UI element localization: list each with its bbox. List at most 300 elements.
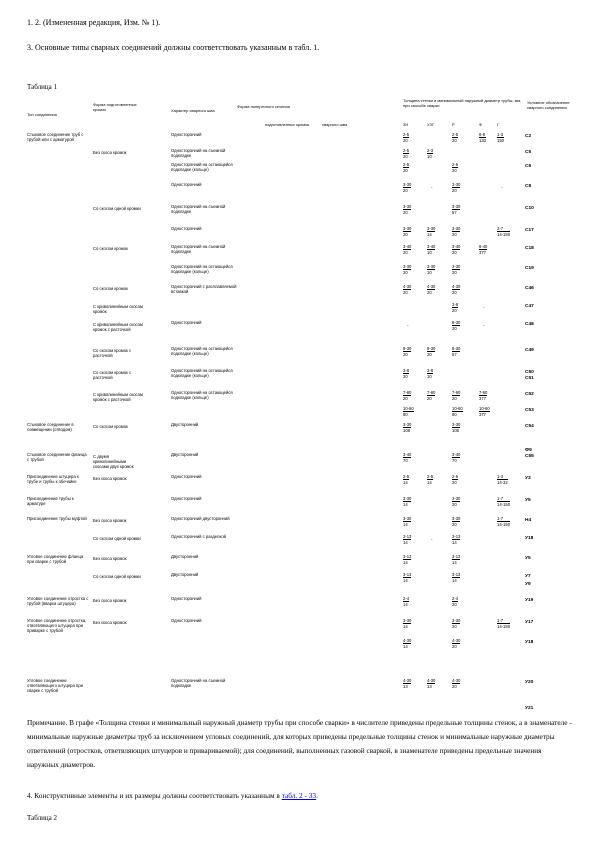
- thickness-fraction: [403, 204, 411, 215]
- row-designation: С50: [525, 370, 534, 375]
- row-edge-form: Без скоса кромок: [93, 620, 127, 625]
- wall-thickness: 3-13: [403, 554, 412, 559]
- min-diameter: 20: [452, 308, 457, 313]
- row-designation: У9: [525, 582, 531, 587]
- row-edge-form: Без скоса кромок: [93, 150, 127, 155]
- row-designation: У19: [525, 598, 534, 603]
- min-diameter: 20: [452, 250, 457, 255]
- table-note: Примечание. В графе «Толщина стенки и минимальный наружный диаметр трубы при способе сварки» в числителе приведены предельные толщины стенок, а в знаменателе - минимальные наружные диаметры труб за исключением угловых соединений, для которых приведены предельные толщины стенок и минимальные наружные диаметры ответвлений (отростков, ответвляющих штуцеров и привариваемой); для соединений, выполненных газовой сваркой, в знаменателе приведены предельные значения наружных диаметров.: [27, 718, 572, 769]
- row-designation: С10: [525, 206, 534, 211]
- min-diameter: 20: [403, 374, 408, 379]
- thickness-fraction: [479, 406, 490, 417]
- thickness-fraction: [403, 534, 411, 545]
- thickness-fraction: [403, 496, 411, 507]
- min-diameter: 14: [452, 578, 457, 583]
- wall-thickness: 8-30: [452, 346, 461, 351]
- wall-thickness: 3-30: [427, 264, 436, 269]
- row-edge-form: С криволинейным скосом кромок с расточкой: [93, 392, 143, 402]
- empty-value-dash: -: [407, 323, 409, 328]
- row-designation: С48: [525, 322, 534, 327]
- wall-thickness: 2-5: [427, 474, 434, 479]
- row-weld-type: Односторонний: [171, 132, 202, 137]
- wall-thickness: 4-30: [452, 638, 461, 643]
- thickness-fraction: [452, 132, 458, 143]
- row-weld-type: Двусторонний: [171, 572, 199, 577]
- wall-thickness: 7-60: [427, 390, 436, 395]
- min-diameter: 14: [403, 540, 408, 545]
- row-edge-form: Без скоса кромок: [93, 476, 127, 481]
- wall-thickness: 3-8: [452, 302, 459, 307]
- min-diameter: 20: [452, 232, 457, 237]
- paragraph-4-text: 4. Конструктивные элементы и их размеры должны соответствовать указанным в: [27, 791, 282, 800]
- min-diameter: 14-150: [497, 502, 511, 507]
- row-designation: Ф9: [525, 448, 532, 453]
- min-diameter: 20: [452, 480, 457, 485]
- row-designation: У5: [525, 498, 531, 503]
- thickness-fraction: [403, 638, 411, 649]
- thickness-fraction: [427, 284, 435, 295]
- wall-thickness: 1-7: [497, 516, 510, 522]
- min-diameter: 377: [479, 412, 486, 417]
- row-connection-type: Стыковое соединение фланца с трубой: [27, 452, 87, 462]
- thickness-fraction: [403, 182, 411, 193]
- thickness-fraction: [452, 264, 460, 275]
- row-edge-form: Со скосом кромок с расточкой: [93, 348, 132, 358]
- min-diameter: 20: [403, 168, 408, 173]
- row-weld-type: Односторонний на съемной подкладке: [171, 244, 226, 254]
- paragraph-4-suffix: .: [316, 791, 318, 800]
- thickness-fraction: [452, 204, 460, 215]
- wall-thickness: 3-30: [403, 226, 412, 231]
- min-diameter: 20: [403, 250, 408, 255]
- row-edge-form: С двумя криволинейными скосами двух кромок: [93, 454, 134, 469]
- empty-value-dash: -: [501, 185, 503, 190]
- row-designation: С6: [525, 164, 532, 169]
- row-designation: С51: [525, 376, 534, 381]
- empty-value-dash: -: [483, 323, 485, 328]
- thickness-fraction: [403, 132, 409, 143]
- min-diameter: 70: [452, 458, 457, 463]
- thickness-fraction: [479, 244, 487, 255]
- row-weld-type: Односторонний на остающейся подкладке (кольце): [171, 264, 233, 274]
- row-weld-type: Односторонний: [171, 596, 202, 601]
- wall-thickness: 3-13: [403, 572, 412, 577]
- header-weld-type: Характер сварного шва: [171, 108, 215, 113]
- min-diameter: 20: [403, 270, 408, 275]
- thickness-fraction: [452, 534, 460, 545]
- min-diameter: 14: [403, 644, 408, 649]
- wall-thickness: 8-30: [452, 320, 461, 325]
- thickness-fraction: [452, 678, 460, 689]
- min-diameter: 377: [479, 250, 486, 255]
- row-edge-form: Без скоса кромок: [93, 518, 127, 523]
- wall-thickness: 3-13: [403, 534, 412, 539]
- min-diameter: 70: [403, 458, 408, 463]
- wall-thickness: 3-13: [452, 534, 461, 539]
- min-diameter: 14: [403, 624, 408, 629]
- wall-thickness: 4-30: [452, 678, 461, 683]
- thickness-fraction: [403, 162, 409, 173]
- min-diameter: 57: [452, 210, 457, 215]
- wall-thickness: 3-30: [403, 422, 412, 427]
- row-designation: С19: [525, 266, 534, 271]
- row-connection-type: Присоединение трубы муфтой: [27, 516, 87, 521]
- wall-thickness: 8-30: [427, 346, 436, 351]
- wall-thickness: 3-40: [452, 452, 461, 457]
- row-designation: У5: [525, 556, 531, 561]
- row-designation: У17: [525, 620, 534, 625]
- min-diameter: 14-150: [497, 522, 511, 527]
- min-diameter: 20: [452, 602, 457, 607]
- row-edge-form: Со скосом кромок: [93, 246, 128, 251]
- row-connection-type: Угловое соединение фланца при сварке с трубой: [27, 554, 84, 564]
- wall-thickness: 2-4: [452, 596, 459, 601]
- row-designation: С47: [525, 304, 534, 309]
- thickness-fraction: [403, 474, 409, 485]
- row-weld-type: Односторонний на съемной подкладке: [171, 678, 226, 688]
- wall-thickness: 6-8: [479, 132, 486, 137]
- row-connection-type: Стыковое соединение в совмещении (отводом): [27, 422, 74, 432]
- thickness-fraction: [452, 572, 460, 583]
- wall-thickness: 8-30: [403, 346, 412, 351]
- wall-thickness: 7-60: [479, 390, 488, 395]
- min-diameter: 150: [497, 138, 504, 143]
- min-diameter: 20: [452, 502, 457, 507]
- row-designation: С49: [525, 348, 534, 353]
- thickness-fraction: [403, 390, 411, 401]
- wall-thickness: 1-7: [497, 618, 510, 624]
- min-diameter: 10: [427, 250, 432, 255]
- wall-thickness: 7-60: [403, 390, 412, 395]
- min-diameter: 14: [403, 602, 408, 607]
- wall-thickness: 3-30: [403, 618, 412, 623]
- wall-thickness: 3-30: [403, 182, 412, 187]
- wall-thickness: 3-30: [452, 182, 461, 187]
- row-designation: С5: [525, 150, 532, 155]
- paragraph-4: [27, 791, 318, 800]
- min-diameter: 133: [479, 138, 486, 143]
- wall-thickness: 4-30: [403, 638, 412, 643]
- row-designation: У7: [525, 574, 531, 579]
- row-edge-form: Со скосом одной кромки: [93, 574, 141, 579]
- thickness-fraction: [427, 390, 435, 401]
- wall-thickness: 3-30: [452, 496, 461, 501]
- row-designation: С53: [525, 408, 534, 413]
- thickness-fraction: [479, 132, 486, 143]
- wall-thickness: 3-30: [452, 618, 461, 623]
- wall-thickness: 10-60: [452, 406, 463, 411]
- min-diameter: 57: [452, 352, 457, 357]
- row-weld-type: Двусторонний: [171, 554, 199, 559]
- min-diameter: 10: [427, 270, 432, 275]
- wall-thickness: 3-30: [427, 226, 436, 231]
- min-diameter: 14: [403, 480, 408, 485]
- thickness-fraction: [403, 554, 411, 565]
- thickness-fraction: [497, 618, 510, 629]
- min-diameter: 20: [427, 352, 432, 357]
- header-method-uzg: УЗГ: [427, 122, 435, 127]
- wall-thickness: 10-60: [479, 406, 490, 411]
- row-designation: С52: [525, 392, 534, 397]
- wall-thickness: 4-30: [403, 284, 412, 289]
- min-diameter: 20: [452, 522, 457, 527]
- wall-thickness: 2-5: [403, 474, 410, 479]
- thickness-fraction: [427, 474, 433, 485]
- thickness-fraction: [427, 678, 435, 689]
- thickness-fraction: [479, 390, 487, 401]
- wall-thickness: 2-5: [403, 148, 410, 153]
- empty-value-dash: -: [431, 537, 433, 542]
- thickness-fraction: [427, 368, 433, 379]
- thickness-fraction: [403, 516, 411, 527]
- wall-thickness: 3-8: [427, 368, 434, 373]
- min-diameter: 80: [452, 412, 457, 417]
- min-diameter: 20: [452, 290, 457, 295]
- header-section-form: Форма поперечного сечения: [237, 104, 290, 109]
- header-method-zn: ЗН: [403, 122, 409, 127]
- table-1-caption: Таблица 1: [27, 83, 57, 91]
- wall-thickness: 3-40: [403, 244, 412, 249]
- wall-thickness: 3-30: [403, 264, 412, 269]
- row-designation: У20: [525, 680, 534, 685]
- thickness-fraction: [403, 226, 411, 237]
- min-diameter: 14: [427, 232, 432, 237]
- wall-thickness: 3-8: [403, 368, 410, 373]
- row-designation: С54: [525, 424, 534, 429]
- thickness-fraction: [452, 596, 458, 607]
- wall-thickness: 2-4: [403, 596, 410, 601]
- wall-thickness: 3-40: [452, 244, 461, 249]
- wall-thickness: 3-30: [452, 422, 461, 427]
- thickness-fraction: [403, 596, 409, 607]
- min-diameter: 20: [452, 188, 457, 193]
- row-edge-form: Со скосом одной кромки: [93, 536, 141, 541]
- thickness-fraction: [452, 320, 460, 331]
- min-diameter: 20: [403, 188, 408, 193]
- row-weld-type: Односторонний: [171, 182, 202, 187]
- row-connection-type: Присоединение штуцера к трубе и трубы к обечайке: [27, 474, 79, 484]
- row-designation: У3: [525, 476, 531, 481]
- min-diameter: 14-32: [497, 480, 508, 485]
- table-2-caption: Таблица 2: [27, 814, 57, 822]
- wall-thickness: 2-5: [403, 162, 410, 167]
- wall-thickness: 3-30: [452, 516, 461, 521]
- thickness-fraction: [403, 678, 411, 689]
- min-diameter: 13: [403, 684, 408, 689]
- thickness-fraction: [452, 452, 460, 463]
- row-weld-type: Односторонний с разделкой: [171, 534, 226, 539]
- paragraph-1-2: 1. 2. (Измененная редакция, Изм. № 1).: [27, 18, 161, 27]
- wall-thickness: 2-5: [452, 132, 459, 137]
- thickness-fraction: [497, 496, 510, 507]
- thickness-fraction: [452, 244, 460, 255]
- thickness-fraction: [403, 422, 411, 433]
- thickness-fraction: [452, 390, 460, 401]
- thickness-fraction: [452, 302, 458, 313]
- thickness-fraction: [452, 406, 463, 417]
- thickness-fraction: [452, 554, 460, 565]
- min-diameter: 80: [403, 412, 408, 417]
- table-1: [27, 98, 575, 711]
- row-designation: С8: [525, 184, 532, 189]
- min-diameter: 13: [427, 684, 432, 689]
- row-weld-type: Односторонний: [171, 496, 202, 501]
- thickness-fraction: [452, 474, 458, 485]
- wall-thickness: 3-13: [452, 572, 461, 577]
- row-weld-type: Односторонний на съемной подкладке: [171, 148, 226, 158]
- thickness-fraction: [452, 496, 460, 507]
- min-diameter: 20: [403, 290, 408, 295]
- wall-thickness: 4-30: [452, 284, 461, 289]
- wall-thickness: 2-5: [403, 132, 410, 137]
- row-weld-type: Двусторонний: [171, 422, 199, 427]
- row-designation: С55: [525, 454, 534, 459]
- thickness-fraction: [403, 284, 411, 295]
- min-diameter: 20: [452, 684, 457, 689]
- thickness-fraction: [427, 244, 435, 255]
- min-diameter: 14: [403, 522, 408, 527]
- header-sub-prepared: подготовленных кромок: [265, 122, 310, 127]
- min-diameter: 20: [403, 232, 408, 237]
- row-designation: С46: [525, 286, 534, 291]
- thickness-fraction: [452, 346, 460, 357]
- min-diameter: 20: [452, 270, 457, 275]
- min-diameter: 10: [427, 154, 432, 159]
- wall-thickness: 3-30: [403, 496, 412, 501]
- row-edge-form: Без скоса кромок: [93, 598, 127, 603]
- row-connection-type: Стыковое соединение труб с трубой или с арматурой: [27, 132, 84, 142]
- wall-thickness: 3-13: [452, 554, 461, 559]
- row-edge-form: С криволинейным скосом кромок с расточкой: [93, 322, 143, 332]
- header-edge-form: Форма подготовленных кромок: [93, 102, 137, 112]
- thickness-fraction: [403, 148, 409, 159]
- min-diameter: 20: [452, 138, 457, 143]
- wall-thickness: 3-40: [403, 452, 412, 457]
- thickness-fraction: [452, 226, 460, 237]
- wall-thickness: 1-3: [497, 132, 504, 137]
- row-weld-type: Односторонний на съемной подкладке: [171, 204, 226, 214]
- wall-thickness: 1-7: [497, 496, 510, 502]
- min-diameter: 10: [427, 374, 432, 379]
- row-weld-type: Односторонний на остающейся подкладке (кольце): [171, 346, 233, 356]
- min-diameter: 14: [403, 560, 408, 565]
- min-diameter: 20: [403, 210, 408, 215]
- wall-thickness: 3-40: [427, 244, 436, 249]
- thickness-fraction: [452, 638, 460, 649]
- thickness-fraction: [497, 516, 510, 527]
- row-weld-type: Односторонний: [171, 618, 202, 623]
- row-edge-form: С криволинейным скосом кромок: [93, 304, 143, 314]
- min-diameter: 108: [403, 428, 410, 433]
- thickness-fraction: [403, 368, 409, 379]
- min-diameter: 14: [403, 502, 408, 507]
- wall-thickness: 2-5: [452, 474, 459, 479]
- row-edge-form: Со скосом кромок с расточкой: [93, 370, 132, 380]
- min-diameter: 14-150: [497, 624, 511, 629]
- min-diameter: 20: [452, 168, 457, 173]
- paragraph-3: 3. Основные типы сварных соединений должны соответствовать указанным в табл. 1.: [27, 43, 320, 52]
- header-method-f: Ф: [479, 122, 483, 127]
- wall-thickness: 4-30: [427, 678, 436, 683]
- thickness-fraction: [403, 618, 411, 629]
- thickness-fraction: [497, 474, 508, 485]
- row-edge-form: Со скосом одной кромки: [93, 206, 141, 211]
- min-diameter: 20: [427, 396, 432, 401]
- wall-thickness: 4-30: [403, 678, 412, 683]
- row-edge-form: Со скосом кромок: [93, 424, 128, 429]
- thickness-fraction: [403, 572, 411, 583]
- wall-thickness: 3-7: [497, 226, 510, 232]
- row-designation: С18: [525, 246, 534, 251]
- thickness-fraction: [403, 346, 411, 357]
- thickness-fraction: [427, 346, 435, 357]
- min-diameter: 20: [403, 396, 408, 401]
- thickness-fraction: [452, 516, 460, 527]
- row-edge-form: Со скосом кромок: [93, 286, 128, 291]
- wall-thickness: 7-60: [452, 390, 461, 395]
- row-connection-type: Угловое соединение отростка, ответвляющего штуцера при приварке с трубой: [27, 618, 87, 633]
- min-diameter: 108: [452, 428, 459, 433]
- min-diameter: 20: [403, 352, 408, 357]
- row-weld-type: Односторонний на остающейся подкладке (кольце): [171, 162, 233, 172]
- wall-thickness: 3-30: [403, 204, 412, 209]
- row-weld-type: Односторонний на остающейся подкладке (кольце): [171, 368, 233, 378]
- row-weld-type: Односторонний двусторонний: [171, 516, 230, 521]
- row-weld-type: Односторонний: [171, 226, 202, 231]
- row-designation: У21: [525, 706, 534, 711]
- thickness-fraction: [452, 618, 460, 629]
- min-diameter: 20: [452, 624, 457, 629]
- header-method-r: Р: [452, 122, 455, 127]
- min-diameter: 14-150: [497, 232, 511, 237]
- thickness-fraction: [403, 244, 411, 255]
- min-diameter: 20: [403, 154, 408, 159]
- min-diameter: 14: [452, 560, 457, 565]
- min-diameter: 14: [427, 480, 432, 485]
- row-edge-form: Без скоса кромок: [93, 556, 127, 561]
- min-diameter: 14: [403, 578, 408, 583]
- row-weld-type: Односторонний: [171, 320, 202, 325]
- thickness-fraction: [497, 226, 510, 237]
- thickness-fraction: [452, 162, 458, 173]
- header-connection-type: Тип соединения: [27, 112, 57, 117]
- thickness-fraction: [452, 284, 460, 295]
- thickness-fraction: [403, 452, 411, 463]
- min-diameter: 20: [452, 644, 457, 649]
- min-diameter: 20: [403, 138, 408, 143]
- row-connection-type: Присоединение трубы к арматуре: [27, 496, 74, 506]
- wall-thickness: 2-5: [452, 162, 459, 167]
- wall-thickness: 3-30: [452, 226, 461, 231]
- wall-thickness: 1-3: [497, 474, 508, 480]
- header-method-g: Г: [497, 122, 500, 127]
- row-designation: С17: [525, 228, 534, 233]
- wall-thickness: 6-40: [479, 244, 488, 249]
- thickness-fraction: [403, 406, 414, 417]
- min-diameter: 20: [427, 290, 432, 295]
- table-2-33-link[interactable]: табл. 2 - 33: [281, 791, 317, 800]
- row-designation: С2: [525, 134, 532, 139]
- min-diameter: 20: [452, 396, 457, 401]
- header-designation: Условное обозначение сварного соединения: [527, 100, 570, 110]
- empty-value-dash: -: [483, 305, 485, 310]
- wall-thickness: 4-30: [427, 284, 436, 289]
- wall-thickness: 10-60: [403, 406, 414, 411]
- thickness-fraction: [403, 264, 411, 275]
- empty-value-dash: -: [431, 185, 433, 190]
- row-weld-type: Односторонний с расплавляемой вставкой: [171, 284, 237, 294]
- row-weld-type: Односторонний: [171, 474, 202, 479]
